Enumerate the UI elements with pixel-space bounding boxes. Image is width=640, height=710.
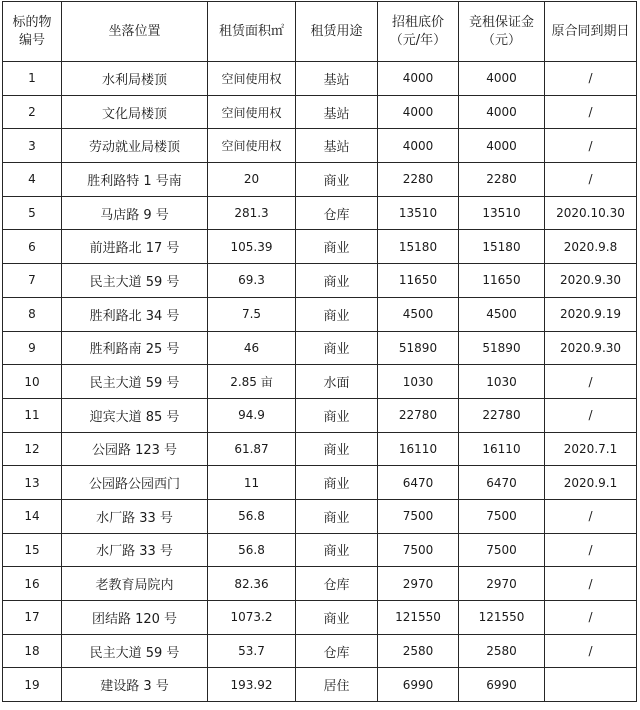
cell-deposit: 11650 bbox=[459, 264, 545, 298]
cell-location: 水厂路 33 号 bbox=[62, 499, 208, 533]
table-row bbox=[3, 432, 637, 466]
table-row bbox=[3, 567, 637, 601]
cell-deposit: 15180 bbox=[459, 230, 545, 264]
cell-deposit: 121550 bbox=[459, 601, 545, 635]
cell-area: 193.92 bbox=[208, 668, 296, 702]
cell-item-number: 14 bbox=[3, 499, 62, 533]
cell-contract-expiry: 2020.10.30 bbox=[545, 196, 637, 230]
table-row bbox=[3, 297, 637, 331]
cell-contract-expiry: / bbox=[545, 533, 637, 567]
cell-location: 民主大道 59 号 bbox=[62, 365, 208, 399]
cell-use: 商业 bbox=[296, 264, 378, 298]
cell-area: 11 bbox=[208, 466, 296, 500]
cell-location: 民主大道 59 号 bbox=[62, 264, 208, 298]
table-row bbox=[3, 668, 637, 702]
cell-use: 仓库 bbox=[296, 567, 378, 601]
cell-reserve-price: 13510 bbox=[378, 196, 459, 230]
table-row bbox=[3, 230, 637, 264]
cell-use: 商业 bbox=[296, 499, 378, 533]
cell-location: 前进路北 17 号 bbox=[62, 230, 208, 264]
table-row bbox=[3, 196, 637, 230]
cell-deposit: 6470 bbox=[459, 466, 545, 500]
cell-reserve-price: 4000 bbox=[378, 95, 459, 129]
cell-use: 商业 bbox=[296, 601, 378, 635]
cell-deposit: 4000 bbox=[459, 95, 545, 129]
cell-location: 劳动就业局楼顶 bbox=[62, 129, 208, 163]
cell-reserve-price: 22780 bbox=[378, 398, 459, 432]
cell-use: 居住 bbox=[296, 668, 378, 702]
table-row bbox=[3, 163, 637, 197]
cell-area: 53.7 bbox=[208, 634, 296, 668]
table-row bbox=[3, 466, 637, 500]
cell-contract-expiry: / bbox=[545, 634, 637, 668]
header-use: 租赁用途 bbox=[296, 2, 378, 62]
cell-deposit: 4000 bbox=[459, 129, 545, 163]
cell-area: 281.3 bbox=[208, 196, 296, 230]
cell-item-number: 1 bbox=[3, 62, 62, 96]
cell-use: 仓库 bbox=[296, 634, 378, 668]
cell-item-number: 10 bbox=[3, 365, 62, 399]
cell-contract-expiry: 2020.9.19 bbox=[545, 297, 637, 331]
cell-item-number: 18 bbox=[3, 634, 62, 668]
cell-item-number: 16 bbox=[3, 567, 62, 601]
table-row bbox=[3, 365, 637, 399]
cell-item-number: 13 bbox=[3, 466, 62, 500]
cell-reserve-price: 4500 bbox=[378, 297, 459, 331]
table-row bbox=[3, 601, 637, 635]
cell-item-number: 19 bbox=[3, 668, 62, 702]
cell-area: 56.8 bbox=[208, 499, 296, 533]
cell-deposit: 51890 bbox=[459, 331, 545, 365]
cell-location: 胜利路特 1 号南 bbox=[62, 163, 208, 197]
header-item-number-line2: 编号 bbox=[18, 32, 45, 48]
cell-location: 马店路 9 号 bbox=[62, 196, 208, 230]
cell-area: 空间使用权 bbox=[208, 95, 296, 129]
cell-area: 空间使用权 bbox=[208, 129, 296, 163]
cell-contract-expiry: / bbox=[545, 499, 637, 533]
cell-contract-expiry: 2020.9.8 bbox=[545, 230, 637, 264]
cell-deposit: 2580 bbox=[459, 634, 545, 668]
cell-reserve-price: 4000 bbox=[378, 62, 459, 96]
cell-item-number: 12 bbox=[3, 432, 62, 466]
cell-area: 61.87 bbox=[208, 432, 296, 466]
cell-use: 商业 bbox=[296, 163, 378, 197]
cell-item-number: 11 bbox=[3, 398, 62, 432]
table-row bbox=[3, 62, 637, 96]
cell-reserve-price: 6990 bbox=[378, 668, 459, 702]
cell-reserve-price: 7500 bbox=[378, 533, 459, 567]
cell-item-number: 15 bbox=[3, 533, 62, 567]
cell-location: 建设路 3 号 bbox=[62, 668, 208, 702]
cell-area: 82.36 bbox=[208, 567, 296, 601]
cell-contract-expiry: 2020.7.1 bbox=[545, 432, 637, 466]
cell-location: 水厂路 33 号 bbox=[62, 533, 208, 567]
cell-reserve-price: 11650 bbox=[378, 264, 459, 298]
cell-area: 空间使用权 bbox=[208, 62, 296, 96]
cell-use: 水面 bbox=[296, 365, 378, 399]
cell-item-number: 6 bbox=[3, 230, 62, 264]
cell-reserve-price: 6470 bbox=[378, 466, 459, 500]
cell-use: 商业 bbox=[296, 533, 378, 567]
header-reserve-price-line1: 招租底价 bbox=[391, 14, 444, 30]
cell-contract-expiry: 2020.9.30 bbox=[545, 264, 637, 298]
lease-table bbox=[2, 1, 637, 702]
cell-use: 商业 bbox=[296, 230, 378, 264]
cell-use: 基站 bbox=[296, 129, 378, 163]
header-item-number bbox=[3, 2, 62, 62]
cell-reserve-price: 2280 bbox=[378, 163, 459, 197]
cell-area: 7.5 bbox=[208, 297, 296, 331]
cell-deposit: 6990 bbox=[459, 668, 545, 702]
cell-area: 46 bbox=[208, 331, 296, 365]
header-deposit-line2: （元） bbox=[481, 32, 521, 48]
table-row bbox=[3, 129, 637, 163]
cell-use: 基站 bbox=[296, 95, 378, 129]
cell-reserve-price: 15180 bbox=[378, 230, 459, 264]
cell-contract-expiry: / bbox=[545, 62, 637, 96]
cell-item-number: 5 bbox=[3, 196, 62, 230]
table-row bbox=[3, 264, 637, 298]
cell-location: 公园路公园西门 bbox=[62, 466, 208, 500]
cell-area: 69.3 bbox=[208, 264, 296, 298]
cell-use: 商业 bbox=[296, 398, 378, 432]
cell-area: 94.9 bbox=[208, 398, 296, 432]
cell-use: 基站 bbox=[296, 62, 378, 96]
cell-contract-expiry bbox=[545, 668, 637, 702]
cell-item-number: 7 bbox=[3, 264, 62, 298]
cell-deposit: 2280 bbox=[459, 163, 545, 197]
cell-item-number: 9 bbox=[3, 331, 62, 365]
table-header-row bbox=[3, 2, 637, 62]
cell-location: 老教育局院内 bbox=[62, 567, 208, 601]
cell-reserve-price: 16110 bbox=[378, 432, 459, 466]
cell-use: 商业 bbox=[296, 466, 378, 500]
cell-reserve-price: 7500 bbox=[378, 499, 459, 533]
header-deposit-line1: 竞租保证金 bbox=[468, 14, 534, 30]
cell-item-number: 2 bbox=[3, 95, 62, 129]
cell-item-number: 3 bbox=[3, 129, 62, 163]
cell-location: 迎宾大道 85 号 bbox=[62, 398, 208, 432]
cell-contract-expiry: / bbox=[545, 129, 637, 163]
cell-use: 商业 bbox=[296, 331, 378, 365]
cell-contract-expiry: / bbox=[545, 601, 637, 635]
header-area: 租赁面积㎡ bbox=[208, 2, 296, 62]
cell-location: 胜利路南 25 号 bbox=[62, 331, 208, 365]
cell-use: 仓库 bbox=[296, 196, 378, 230]
cell-location: 水利局楼顶 bbox=[62, 62, 208, 96]
cell-reserve-price: 2580 bbox=[378, 634, 459, 668]
cell-location: 胜利路北 34 号 bbox=[62, 297, 208, 331]
cell-contract-expiry: / bbox=[545, 567, 637, 601]
cell-location: 民主大道 59 号 bbox=[62, 634, 208, 668]
cell-contract-expiry: / bbox=[545, 95, 637, 129]
cell-area: 20 bbox=[208, 163, 296, 197]
cell-location: 文化局楼顶 bbox=[62, 95, 208, 129]
table-row bbox=[3, 398, 637, 432]
table-row bbox=[3, 634, 637, 668]
header-contract-expiry: 原合同到期日 bbox=[545, 2, 637, 62]
cell-contract-expiry: / bbox=[545, 398, 637, 432]
cell-reserve-price: 2970 bbox=[378, 567, 459, 601]
cell-deposit: 4000 bbox=[459, 62, 545, 96]
cell-area: 56.8 bbox=[208, 533, 296, 567]
cell-contract-expiry: / bbox=[545, 365, 637, 399]
cell-item-number: 17 bbox=[3, 601, 62, 635]
cell-contract-expiry: / bbox=[545, 163, 637, 197]
cell-location: 团结路 120 号 bbox=[62, 601, 208, 635]
table-body bbox=[3, 62, 637, 702]
cell-reserve-price: 1030 bbox=[378, 365, 459, 399]
cell-location: 公园路 123 号 bbox=[62, 432, 208, 466]
cell-use: 商业 bbox=[296, 432, 378, 466]
table-row bbox=[3, 499, 637, 533]
cell-area: 2.85 亩 bbox=[208, 365, 296, 399]
cell-use: 商业 bbox=[296, 297, 378, 331]
table-row bbox=[3, 95, 637, 129]
cell-deposit: 2970 bbox=[459, 567, 545, 601]
header-reserve-price-line2: （元/年） bbox=[389, 32, 447, 48]
cell-reserve-price: 51890 bbox=[378, 331, 459, 365]
table-row bbox=[3, 331, 637, 365]
header-item-number-line1: 标的物 bbox=[12, 14, 52, 30]
cell-contract-expiry: 2020.9.1 bbox=[545, 466, 637, 500]
cell-deposit: 7500 bbox=[459, 533, 545, 567]
table-row bbox=[3, 533, 637, 567]
cell-reserve-price: 4000 bbox=[378, 129, 459, 163]
cell-deposit: 4500 bbox=[459, 297, 545, 331]
cell-area: 1073.2 bbox=[208, 601, 296, 635]
header-reserve-price bbox=[378, 2, 459, 62]
cell-deposit: 16110 bbox=[459, 432, 545, 466]
cell-contract-expiry: 2020.9.30 bbox=[545, 331, 637, 365]
header-location: 坐落位置 bbox=[62, 2, 208, 62]
cell-reserve-price: 121550 bbox=[378, 601, 459, 635]
cell-deposit: 7500 bbox=[459, 499, 545, 533]
cell-deposit: 1030 bbox=[459, 365, 545, 399]
cell-item-number: 8 bbox=[3, 297, 62, 331]
cell-deposit: 22780 bbox=[459, 398, 545, 432]
header-deposit bbox=[459, 2, 545, 62]
cell-deposit: 13510 bbox=[459, 196, 545, 230]
cell-item-number: 4 bbox=[3, 163, 62, 197]
cell-area: 105.39 bbox=[208, 230, 296, 264]
